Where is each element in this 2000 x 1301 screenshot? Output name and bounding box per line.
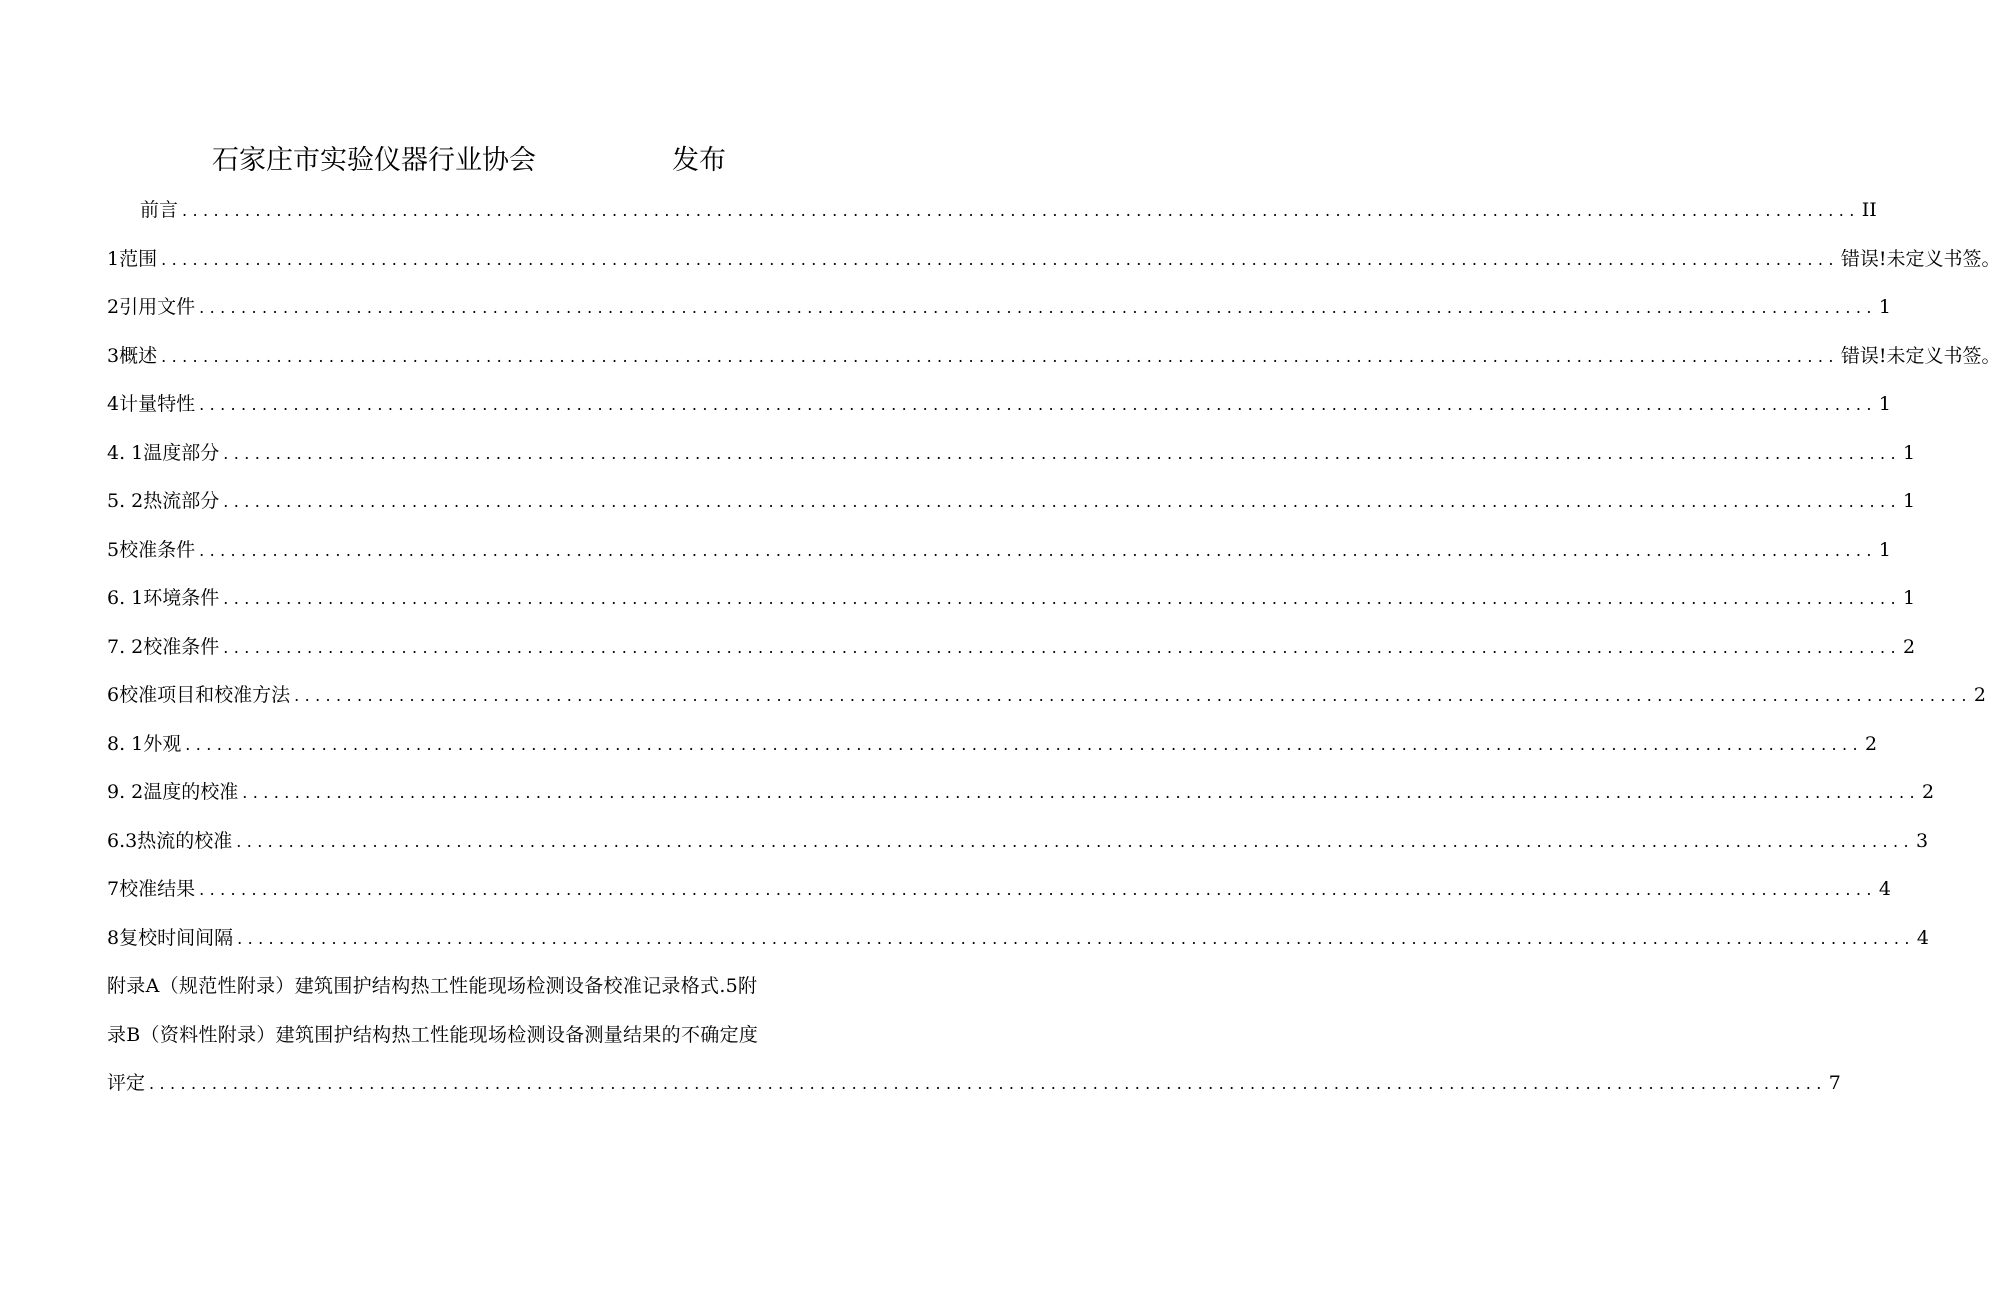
toc-entry[interactable] — [107, 437, 1916, 486]
toc-entry[interactable] — [107, 582, 1916, 631]
toc-entry-page: 错误!未定义书签。 — [1840, 247, 2000, 270]
header — [0, 143, 920, 183]
toc-entry[interactable] — [107, 631, 1916, 680]
toc-entry-page: 错误!未定义书签。 — [1840, 344, 2000, 367]
toc-entry-label: 5. 2热流部分 — [107, 490, 220, 512]
toc-entry-page: 2 — [1903, 635, 1916, 658]
toc-entry-page: 1 — [1878, 296, 1891, 318]
toc-entry-page: 7 — [1828, 1072, 1841, 1094]
dot-leader: ................................................................................................................................................................ — [223, 492, 1902, 511]
table-of-contents — [107, 194, 2000, 1116]
toc-entry-label: 2引用文件 — [107, 296, 196, 318]
toc-entry-page: 2 — [1922, 781, 1935, 803]
toc-entry[interactable] — [107, 922, 1929, 971]
toc-entry[interactable] — [107, 388, 1891, 437]
toc-entry[interactable] — [107, 194, 1877, 243]
toc-entry-page: 1 — [1878, 538, 1891, 561]
dot-leader: ................................................................................................................................................................ — [199, 395, 1877, 414]
publish-label: 发布 — [672, 145, 726, 176]
dot-leader: ................................................................................................................................................................ — [185, 734, 1864, 754]
toc-entry[interactable] — [107, 291, 1891, 340]
toc-entry-label: 8复校时间间隔 — [107, 926, 234, 949]
dot-leader: ................................................................................................................................................................ — [161, 346, 1839, 366]
organization-name: 石家庄市实验仪器行业协会 — [212, 145, 536, 176]
appendix-b-entry-continued[interactable] — [107, 1067, 1841, 1116]
toc-entry-label: 6.3热流的校准 — [107, 829, 233, 852]
dot-leader: ................................................................................................................................................................ — [223, 443, 1902, 463]
toc-entry[interactable] — [107, 243, 2000, 292]
dot-leader: ................................................................................................................................................................ — [223, 637, 1902, 657]
toc-entry-page: II — [1861, 199, 1877, 221]
toc-entry-page: 1 — [1903, 441, 1916, 464]
dot-leader: ................................................................................................................................................................ — [294, 686, 1972, 705]
appendix-a-entry[interactable]: 附录A（规范性附录）建筑围护结构热工性能现场检测设备校准记录格式.5附 — [107, 975, 758, 997]
toc-entry-label: 6. 1环境条件 — [107, 587, 220, 609]
dot-leader: ................................................................................................................................................................ — [199, 540, 1877, 560]
toc-entry-label: 4. 1温度部分 — [107, 441, 220, 464]
toc-entry-label: 9. 2温度的校准 — [107, 781, 239, 803]
dot-leader: ................................................................................................................................................................ — [161, 249, 1839, 269]
appendix-b-entry[interactable]: 录B（资料性附录）建筑围护结构热工性能现场检测设备测量结果的不确定度 — [107, 1023, 759, 1046]
toc-entry-label: 8. 1外观 — [107, 732, 182, 755]
toc-entry-page: 1 — [1903, 587, 1916, 609]
toc-entry[interactable] — [107, 825, 1929, 874]
toc-entry-page: 2 — [1973, 684, 1986, 706]
toc-entry-page: 4 — [1878, 878, 1891, 900]
dot-leader: ................................................................................................................................................................ — [242, 783, 1921, 802]
toc-entry-label: 4计量特性 — [107, 393, 196, 415]
toc-entry-label: 评定 — [107, 1072, 146, 1094]
toc-entry-label: 1范围 — [107, 247, 158, 270]
toc-entry[interactable] — [107, 485, 1916, 534]
toc-entry-page: 4 — [1916, 926, 1929, 949]
dot-leader: ................................................................................................................................................................ — [236, 831, 1914, 851]
dot-leader: ................................................................................................................................................................ — [223, 589, 1902, 608]
toc-entry-label: 前言 — [140, 199, 179, 221]
dot-leader: ................................................................................................................................................................ — [182, 201, 1860, 220]
toc-entry-page: 1 — [1903, 490, 1916, 512]
toc-entry-label: 5校准条件 — [107, 538, 196, 561]
toc-entry-label: 3概述 — [107, 344, 158, 367]
toc-entry-page: 1 — [1878, 393, 1891, 415]
dot-leader: ................................................................................................................................................................ — [199, 880, 1877, 899]
toc-entry[interactable] — [107, 534, 1891, 583]
toc-entry-label: 7校准结果 — [107, 878, 196, 900]
toc-entry-label: 7. 2校准条件 — [107, 635, 220, 658]
toc-entry[interactable] — [107, 340, 2000, 389]
dot-leader: ................................................................................................................................................................ — [149, 1074, 1827, 1093]
toc-entry[interactable] — [107, 728, 1878, 777]
toc-entry[interactable] — [107, 776, 1935, 825]
dot-leader: ................................................................................................................................................................ — [199, 298, 1877, 317]
toc-entry-page: 3 — [1915, 829, 1929, 852]
toc-entry-page: 2 — [1865, 732, 1878, 755]
toc-entry[interactable] — [107, 679, 1986, 728]
toc-entry[interactable] — [107, 873, 1891, 922]
toc-entry-label: 6校准项目和校准方法 — [107, 684, 291, 706]
dot-leader: ................................................................................................................................................................ — [237, 928, 1915, 948]
